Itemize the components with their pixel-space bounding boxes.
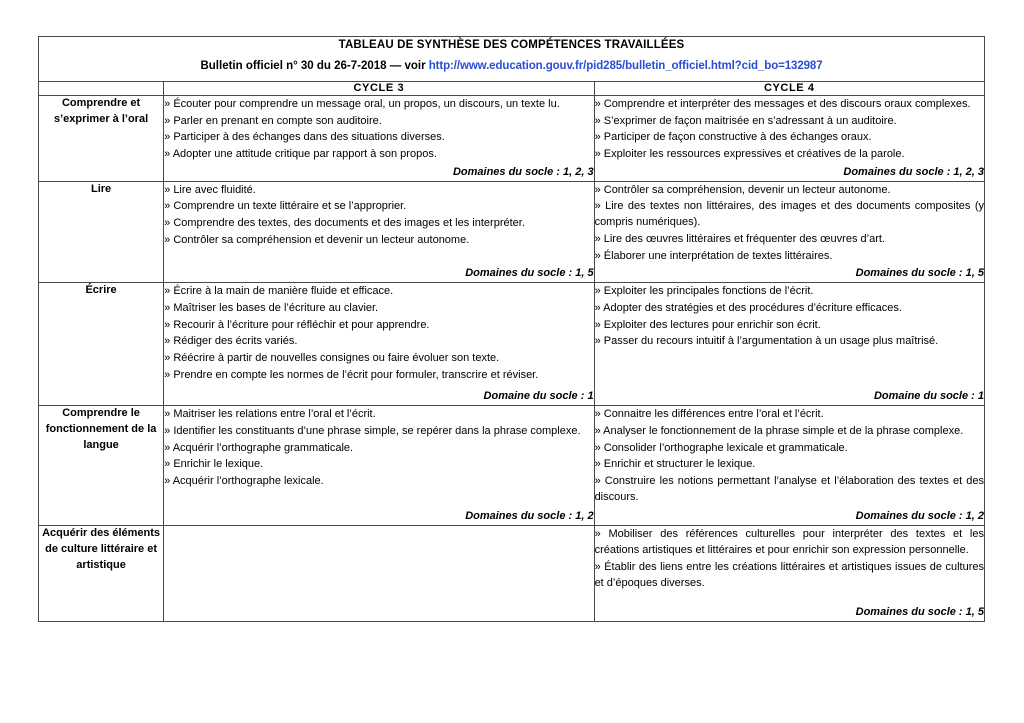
competence-item <box>164 300 593 316</box>
list-bullet-icon: » <box>164 441 173 454</box>
competence-item <box>595 559 984 591</box>
competence-text: Établir des liens entre les créations littéraires et artistiques issues de cultures et d’époques diverses. <box>594 561 984 590</box>
cycle3-cell <box>164 526 594 622</box>
socle-label: Domaine du socle : 1 <box>483 390 594 403</box>
competence-item <box>164 232 593 248</box>
document-header-cell <box>39 37 985 82</box>
competence-text: Maitriser les relations entre l’oral et l’écrit. <box>173 408 376 421</box>
list-bullet-icon: » <box>594 98 604 110</box>
competence-item <box>595 96 984 112</box>
list-bullet-icon: » <box>164 131 174 144</box>
competence-list <box>595 182 984 265</box>
competence-item <box>595 182 984 198</box>
competence-text: Écouter pour comprendre un message oral, un propos, un discours, un texte lu. <box>173 98 560 110</box>
competence-item <box>595 473 984 505</box>
competences-table <box>38 36 985 622</box>
list-bullet-icon: » <box>594 408 604 421</box>
competence-text: Exploiter des lectures pour enrichir son écrit. <box>603 318 821 331</box>
list-bullet-icon: » <box>594 147 604 160</box>
skill-label: Écrire <box>39 283 164 406</box>
competence-item <box>595 440 984 456</box>
socle-label: Domaines du socle : 1, 5 <box>855 606 984 619</box>
competence-text: S’exprimer de façon maitrisée en s’adressant à un auditoire. <box>603 114 897 127</box>
list-bullet-icon: » <box>164 200 174 213</box>
cycle3-cell <box>164 96 594 182</box>
column-header-row <box>39 82 985 96</box>
competence-item <box>595 300 984 316</box>
competence-item <box>595 129 984 145</box>
list-bullet-icon: » <box>164 285 174 298</box>
competence-list <box>595 406 984 505</box>
skill-label: Comprendre le fonctionnement de la langue <box>39 406 164 526</box>
competence-item <box>164 440 593 456</box>
competence-item <box>595 248 984 264</box>
list-bullet-icon: » <box>594 183 604 196</box>
competence-item <box>164 423 593 439</box>
list-bullet-icon: » <box>164 318 174 331</box>
competence-text: Comprendre un texte littéraire et se l’approprier. <box>173 200 407 213</box>
cycle4-column-header: CYCLE 4 <box>594 82 984 96</box>
table-row <box>39 283 985 406</box>
list-bullet-icon: » <box>594 285 604 298</box>
competence-item <box>595 283 984 299</box>
list-bullet-icon: » <box>594 301 604 314</box>
competence-text: Exploiter les ressources expressives et créatives de la parole. <box>603 147 905 160</box>
list-bullet-icon: » <box>164 408 174 421</box>
competence-text: Maîtriser les bases de l’écriture au clavier. <box>173 301 379 314</box>
table-row <box>39 526 985 622</box>
competence-item <box>164 367 593 383</box>
list-bullet-icon: » <box>594 441 604 454</box>
competence-item <box>595 146 984 162</box>
competence-text: Contrôler sa compréhension et devenir un lecteur autonome. <box>173 233 470 246</box>
list-bullet-icon: » <box>164 233 174 246</box>
socle-label: Domaine du socle : 1 <box>873 390 984 403</box>
competence-text: Rédiger des écrits variés. <box>173 335 298 348</box>
competence-text: Lire des œuvres littéraires et fréquenter des œuvres d’art. <box>603 233 885 246</box>
competence-item <box>164 182 593 198</box>
document-title: TABLEAU DE SYNTHÈSE DES COMPÉTENCES TRAVAILLÉES <box>338 39 685 51</box>
competence-item <box>595 423 984 439</box>
competence-text: Passer du recours intuitif à l’argumentation à un usage plus maîtrisé. <box>603 335 939 348</box>
list-bullet-icon: » <box>594 561 605 574</box>
competence-item <box>595 317 984 333</box>
competence-text: Adopter des stratégies et des procédures d’écriture efficaces. <box>603 301 902 314</box>
list-bullet-icon: » <box>594 458 604 471</box>
competence-text: Connaitre les différences entre l’oral et l’écrit. <box>603 408 824 421</box>
competence-list <box>164 283 593 383</box>
table-row <box>39 181 985 283</box>
competence-text: Adopter une attitude critique par rapport à son propos. <box>172 147 437 160</box>
competence-text: Mobiliser des références culturelles pour interpréter des textes et les créations artistiques et littéraires et pour enrichir son expression personnelle. <box>594 528 984 557</box>
competence-text: Contrôler sa compréhension, devenir un lecteur autonome. <box>603 183 891 196</box>
cycle4-cell <box>594 283 984 406</box>
competence-text: Écrire à la main de manière fluide et efficace. <box>173 285 394 298</box>
cycle3-cell <box>164 283 594 406</box>
competence-text: Lire des textes non littéraires, des images et des documents composites (y compris numériques). <box>594 200 984 229</box>
list-bullet-icon: » <box>594 131 604 144</box>
cycle3-column-header: CYCLE 3 <box>164 82 594 96</box>
competence-text: Élaborer une interprétation de textes littéraires. <box>603 249 833 262</box>
list-bullet-icon: » <box>594 424 604 437</box>
skill-label: Acquérir des éléments de culture littéraire et artistique <box>39 526 164 622</box>
competence-text: Acquérir l’orthographe lexicale. <box>172 474 324 487</box>
competence-item <box>595 231 984 247</box>
competence-item <box>164 473 593 489</box>
competence-text: Acquérir l’orthographe grammaticale. <box>172 441 354 454</box>
socle-label <box>164 619 593 621</box>
competence-item <box>595 526 984 558</box>
competence-item <box>164 406 593 422</box>
competence-item <box>164 333 593 349</box>
competence-text: Comprendre des textes, des documents et des images et les interpréter. <box>173 216 525 229</box>
competence-text: Prendre en compte les normes de l’écrit pour formuler, transcrire et réviser. <box>173 368 539 381</box>
competence-item <box>164 96 593 112</box>
cycle3-cell <box>164 181 594 283</box>
competence-item <box>595 113 984 129</box>
socle-label: Domaines du socle : 1, 5 <box>855 267 984 280</box>
list-bullet-icon: » <box>594 200 606 213</box>
competence-text: Exploiter les principales fonctions de l’écrit. <box>603 285 814 298</box>
competence-text: Construire les notions permettant l’analyse et l’élaboration des textes et des discours. <box>594 474 984 504</box>
skill-column-header <box>39 82 164 96</box>
socle-label: Domaines du socle : 1, 5 <box>465 267 594 280</box>
list-bullet-icon: » <box>164 335 174 348</box>
subtitle-prefix: Bulletin officiel n° 30 du 26-7-2018 — voir <box>200 59 429 72</box>
table-row <box>39 406 985 526</box>
competence-item <box>164 283 593 299</box>
competence-item <box>164 113 593 129</box>
competence-item <box>595 198 984 230</box>
socle-label: Domaines du socle : 1, 2 <box>465 510 594 523</box>
socle-label: Domaines du socle : 1, 2 <box>855 510 984 523</box>
list-bullet-icon: » <box>594 233 604 246</box>
competence-item <box>595 456 984 472</box>
competence-list <box>595 526 984 592</box>
bulletin-officiel-link[interactable]: http://www.education.gouv.fr/pid285/bulletin_officiel.html?cid_bo=132987 <box>428 59 823 72</box>
cycle4-cell <box>594 181 984 283</box>
competence-text: Comprendre et interpréter des messages et des discours oraux complexes. <box>603 98 971 110</box>
skill-label: Lire <box>39 181 164 283</box>
competence-list <box>595 283 984 350</box>
list-bullet-icon: » <box>594 318 604 331</box>
competence-item <box>164 350 593 366</box>
competence-list <box>164 406 593 489</box>
list-bullet-icon: » <box>164 114 174 127</box>
competence-list <box>164 96 593 163</box>
list-bullet-icon: » <box>594 249 604 262</box>
competence-text: Parler en prenant en compte son auditoire. <box>173 114 382 127</box>
list-bullet-icon: » <box>164 183 174 196</box>
competence-item <box>164 198 593 214</box>
list-bullet-icon: » <box>594 114 604 127</box>
socle-label: Domaines du socle : 1, 2, 3 <box>452 165 594 178</box>
skill-label: Comprendre et s’exprimer à l’oral <box>39 96 164 182</box>
list-bullet-icon: » <box>594 335 604 348</box>
competence-text: Enrichir et structurer le lexique. <box>603 458 756 471</box>
competence-item <box>164 215 593 231</box>
list-bullet-icon: » <box>164 368 174 381</box>
cycle3-cell <box>164 406 594 526</box>
cycle4-cell <box>594 96 984 182</box>
list-bullet-icon: » <box>164 301 174 314</box>
list-bullet-icon: » <box>164 216 174 229</box>
table-title-row <box>39 37 985 82</box>
cycle4-cell <box>594 526 984 622</box>
competence-item <box>164 129 593 145</box>
competence-list <box>164 182 593 249</box>
competence-text: Consolider l’orthographe lexicale et grammaticale. <box>603 441 848 454</box>
table-row <box>39 96 985 182</box>
competence-list <box>595 96 984 163</box>
competence-text: Participer à des échanges dans des situations diverses. <box>173 131 445 144</box>
competence-text: Réécrire à partir de nouvelles consignes ou faire évoluer son texte. <box>173 351 500 364</box>
competence-item <box>164 456 593 472</box>
competence-text: Recourir à l’écriture pour réfléchir et pour apprendre. <box>173 318 430 331</box>
competence-item <box>164 317 593 333</box>
competence-item <box>595 333 984 349</box>
competence-text: Participer de façon constructive à des échanges oraux. <box>603 131 872 144</box>
document-subtitle <box>39 58 984 76</box>
competence-item <box>164 146 593 162</box>
competence-text: Enrichir le lexique. <box>173 458 264 471</box>
list-bullet-icon: » <box>164 98 174 110</box>
competence-text: Analyser le fonctionnement de la phrase simple et de la phrase complexe. <box>603 424 964 437</box>
competence-text: Identifier les constituants d’une phrase simple, se repérer dans la phrase complexe. <box>173 424 581 437</box>
list-bullet-icon: » <box>164 147 173 160</box>
socle-label: Domaines du socle : 1, 2, 3 <box>843 165 984 178</box>
competence-text: Lire avec fluidité. <box>173 183 256 196</box>
list-bullet-icon: » <box>164 474 173 487</box>
list-bullet-icon: » <box>164 424 174 437</box>
competence-item <box>595 406 984 422</box>
list-bullet-icon: » <box>164 351 174 364</box>
list-bullet-icon: » <box>594 528 609 541</box>
cycle4-cell <box>594 406 984 526</box>
list-bullet-icon: » <box>594 474 605 487</box>
list-bullet-icon: » <box>164 458 174 471</box>
